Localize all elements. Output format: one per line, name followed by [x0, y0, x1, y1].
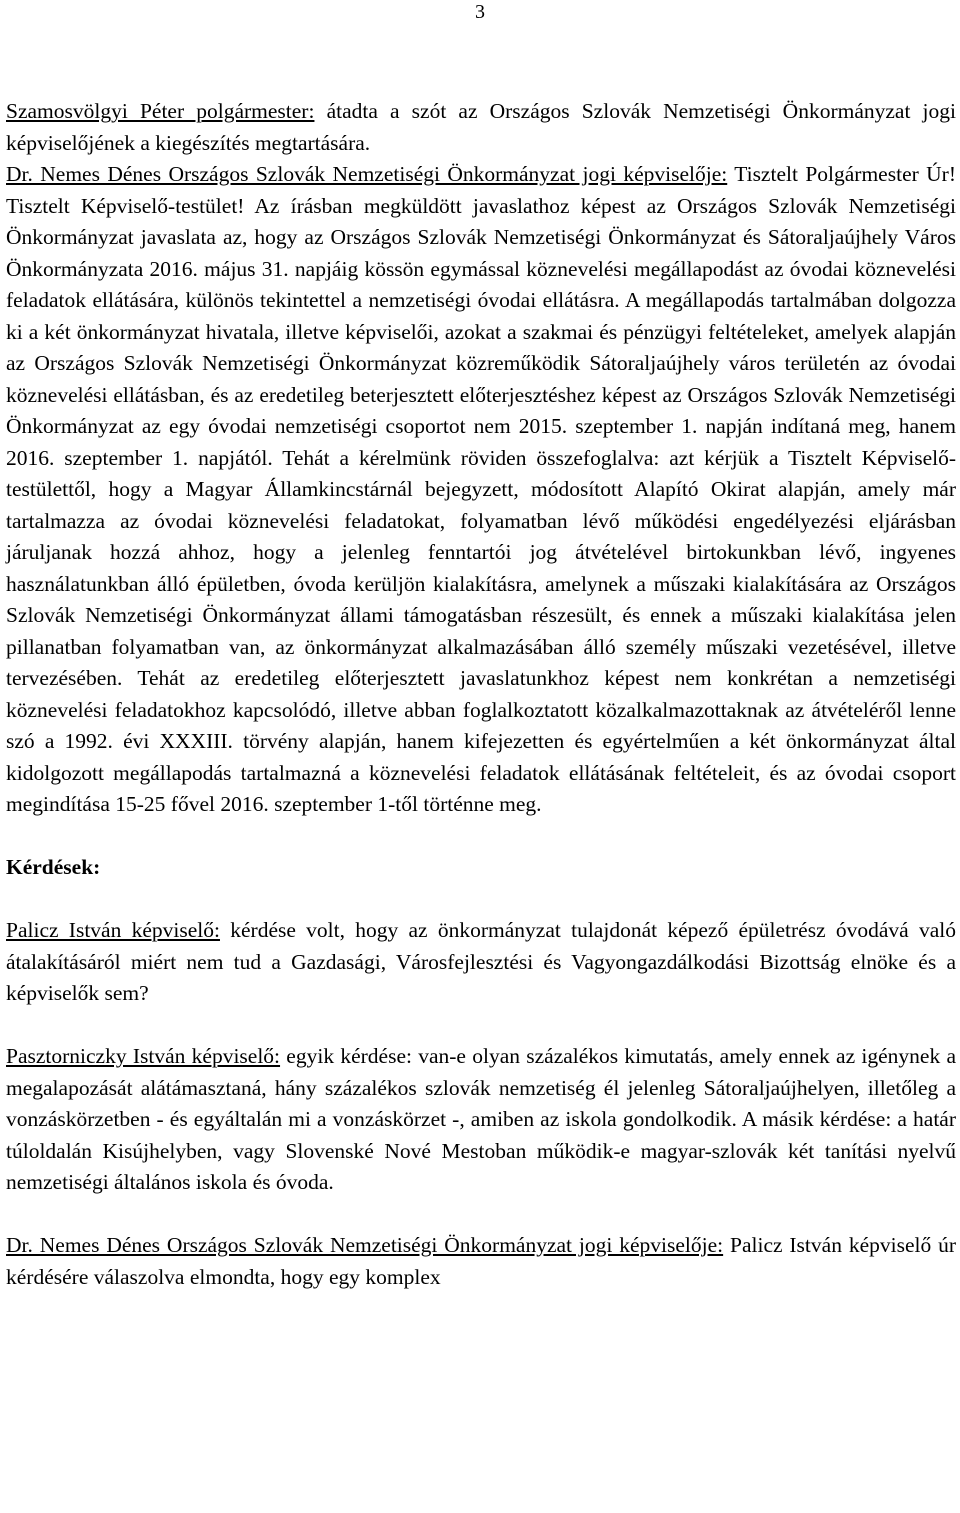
paragraph-text: egyik kérdése: van-e olyan százalékos kimutatás, amely ennek az igénynek a megalapozását alátámasztaná, hány százalékos szlovák nemzetiség él jelenleg Sátoraljaújhelyen, illetőleg a vonzáskörzetben - és egyáltalán mi a vonzáskörzet -, amiben az iskola gondolkodik. A másik kérdése: a határ túloldalán Kisújhelyben, vagy Slovenské Nové Mestoban működik-e magyar-szlovák két tanítási nyelvű nemzetiségi általános iskola és óvoda. [6, 1044, 956, 1194]
paragraph-question-palicz [6, 915, 956, 1010]
spacer [6, 884, 956, 916]
paragraph-mayor [6, 96, 956, 159]
document-body [6, 96, 956, 1293]
paragraph-text: Palicz István képviselő úr kérdésére válaszolva elmondta, hogy egy komplex [6, 1233, 956, 1289]
paragraph-legal-representative [6, 159, 956, 821]
speaker-name: Pasztorniczky István képviselő: [6, 1044, 281, 1068]
speaker-name: Szamosvölgyi Péter polgármester: [6, 99, 315, 123]
paragraph-text: átadta a szót az Országos Szlovák Nemzetiségi Önkormányzat jogi képviselőjének a kiegészítés megtartására. [6, 99, 956, 155]
spacer [6, 821, 956, 853]
spacer [6, 1199, 956, 1231]
paragraph-answer-legal-representative [6, 1230, 956, 1293]
speaker-name: Dr. Nemes Dénes Országos Szlovák Nemzetiségi Önkormányzat jogi képviselője: [6, 1233, 724, 1257]
spacer [6, 1010, 956, 1042]
paragraph-question-pasztorniczky [6, 1041, 956, 1199]
paragraph-text: kérdése volt, hogy az önkormányzat tulajdonát képező épületrész óvodává való átalakításáról miért nem tud a Gazdasági, Városfejlesztési és Vagyongazdálkodási Bizottság elnöke és a képviselők sem? [6, 918, 957, 1005]
paragraph-text: Tisztelt Polgármester Úr! Tisztelt Képviselő-testület! Az írásban megküldött javaslathoz képest az Országos Szlovák Nemzetiségi Önkormányzat javaslata az, hogy az Országos Szlovák Nemzetiségi Önkormányzat és Sátoraljaújhely Város Önkormányzata 2016. május 31. napjáig kössön egymással köznevelési megállapodást az óvodai köznevelési feladatok ellátására, különös tekintettel a nemzetiségi óvodai ellátásra. A megállapodás tartalmában dolgozza ki a két önkormányzat hivatala, illetve képviselői, azokat a szakmai és pénzügyi feltételeket, amelyek alapján az Országos Szlovák Nemzetiségi Önkormányzat közreműködik Sátoraljaújhely város területén az óvodai köznevelési ellátásban, és az eredetileg beterjesztett előterjesztéshez képest az Országos Szlovák Nemzetiségi Önkormányzat az egy óvodai nemzetiségi csoportot nem 2015. szeptember 1. napján indítaná meg, hanem 2016. szeptember 1. napjától. Tehát a kérelmünk röviden összefoglalva: azt kérjük a Tisztelt Képviselő-testülettől, hogy a Magyar Államkincstárnál bejegyzett, módosított Alapító Okirat alapján, amely már tartalmazza az óvodai köznevelési feladatokat, folyamatban lévő működési engedélyezési eljárásban járuljanak hozzá ahhoz, hogy a jelenleg fenntartói jog átvételével birtokunkban lévő, ingyenes használatunkban álló épületben, óvoda kerüljön kialakításra, amelynek a műszaki kialakítására az Országos Szlovák Nemzetiségi Önkormányzat állami támogatásban részesült, és ennek a műszaki kialakítása jelen pillanatban folyamatban van, az önkormányzat alkalmazásában álló személy műszaki vezetésével, illetve tervezésében. Tehát az eredetileg előterjesztett javaslatunkhoz képest nem konkrétan a nemzetiségi köznevelési feladatokhoz kapcsolódó, illetve abban foglalkoztatott közalkalmazottaknak az átvételéről lenne szó a 1992. évi XXXIII. törvény alapján, hanem kifejezetten és egyértelműen a két önkormányzat által kidolgozott megállapodás tartalmazná a köznevelési feladatok ellátásának feltételeit, és az óvodai csoport megindítása 15-25 fővel 2016. szeptember 1-től történne meg. [6, 162, 956, 816]
questions-heading: Kérdések: [6, 855, 101, 879]
speaker-name: Dr. Nemes Dénes Országos Szlovák Nemzetiségi Önkormányzat jogi képviselője: [6, 162, 728, 186]
speaker-name: Palicz István képviselő: [6, 918, 220, 942]
page-number: 3 [475, 1, 485, 23]
